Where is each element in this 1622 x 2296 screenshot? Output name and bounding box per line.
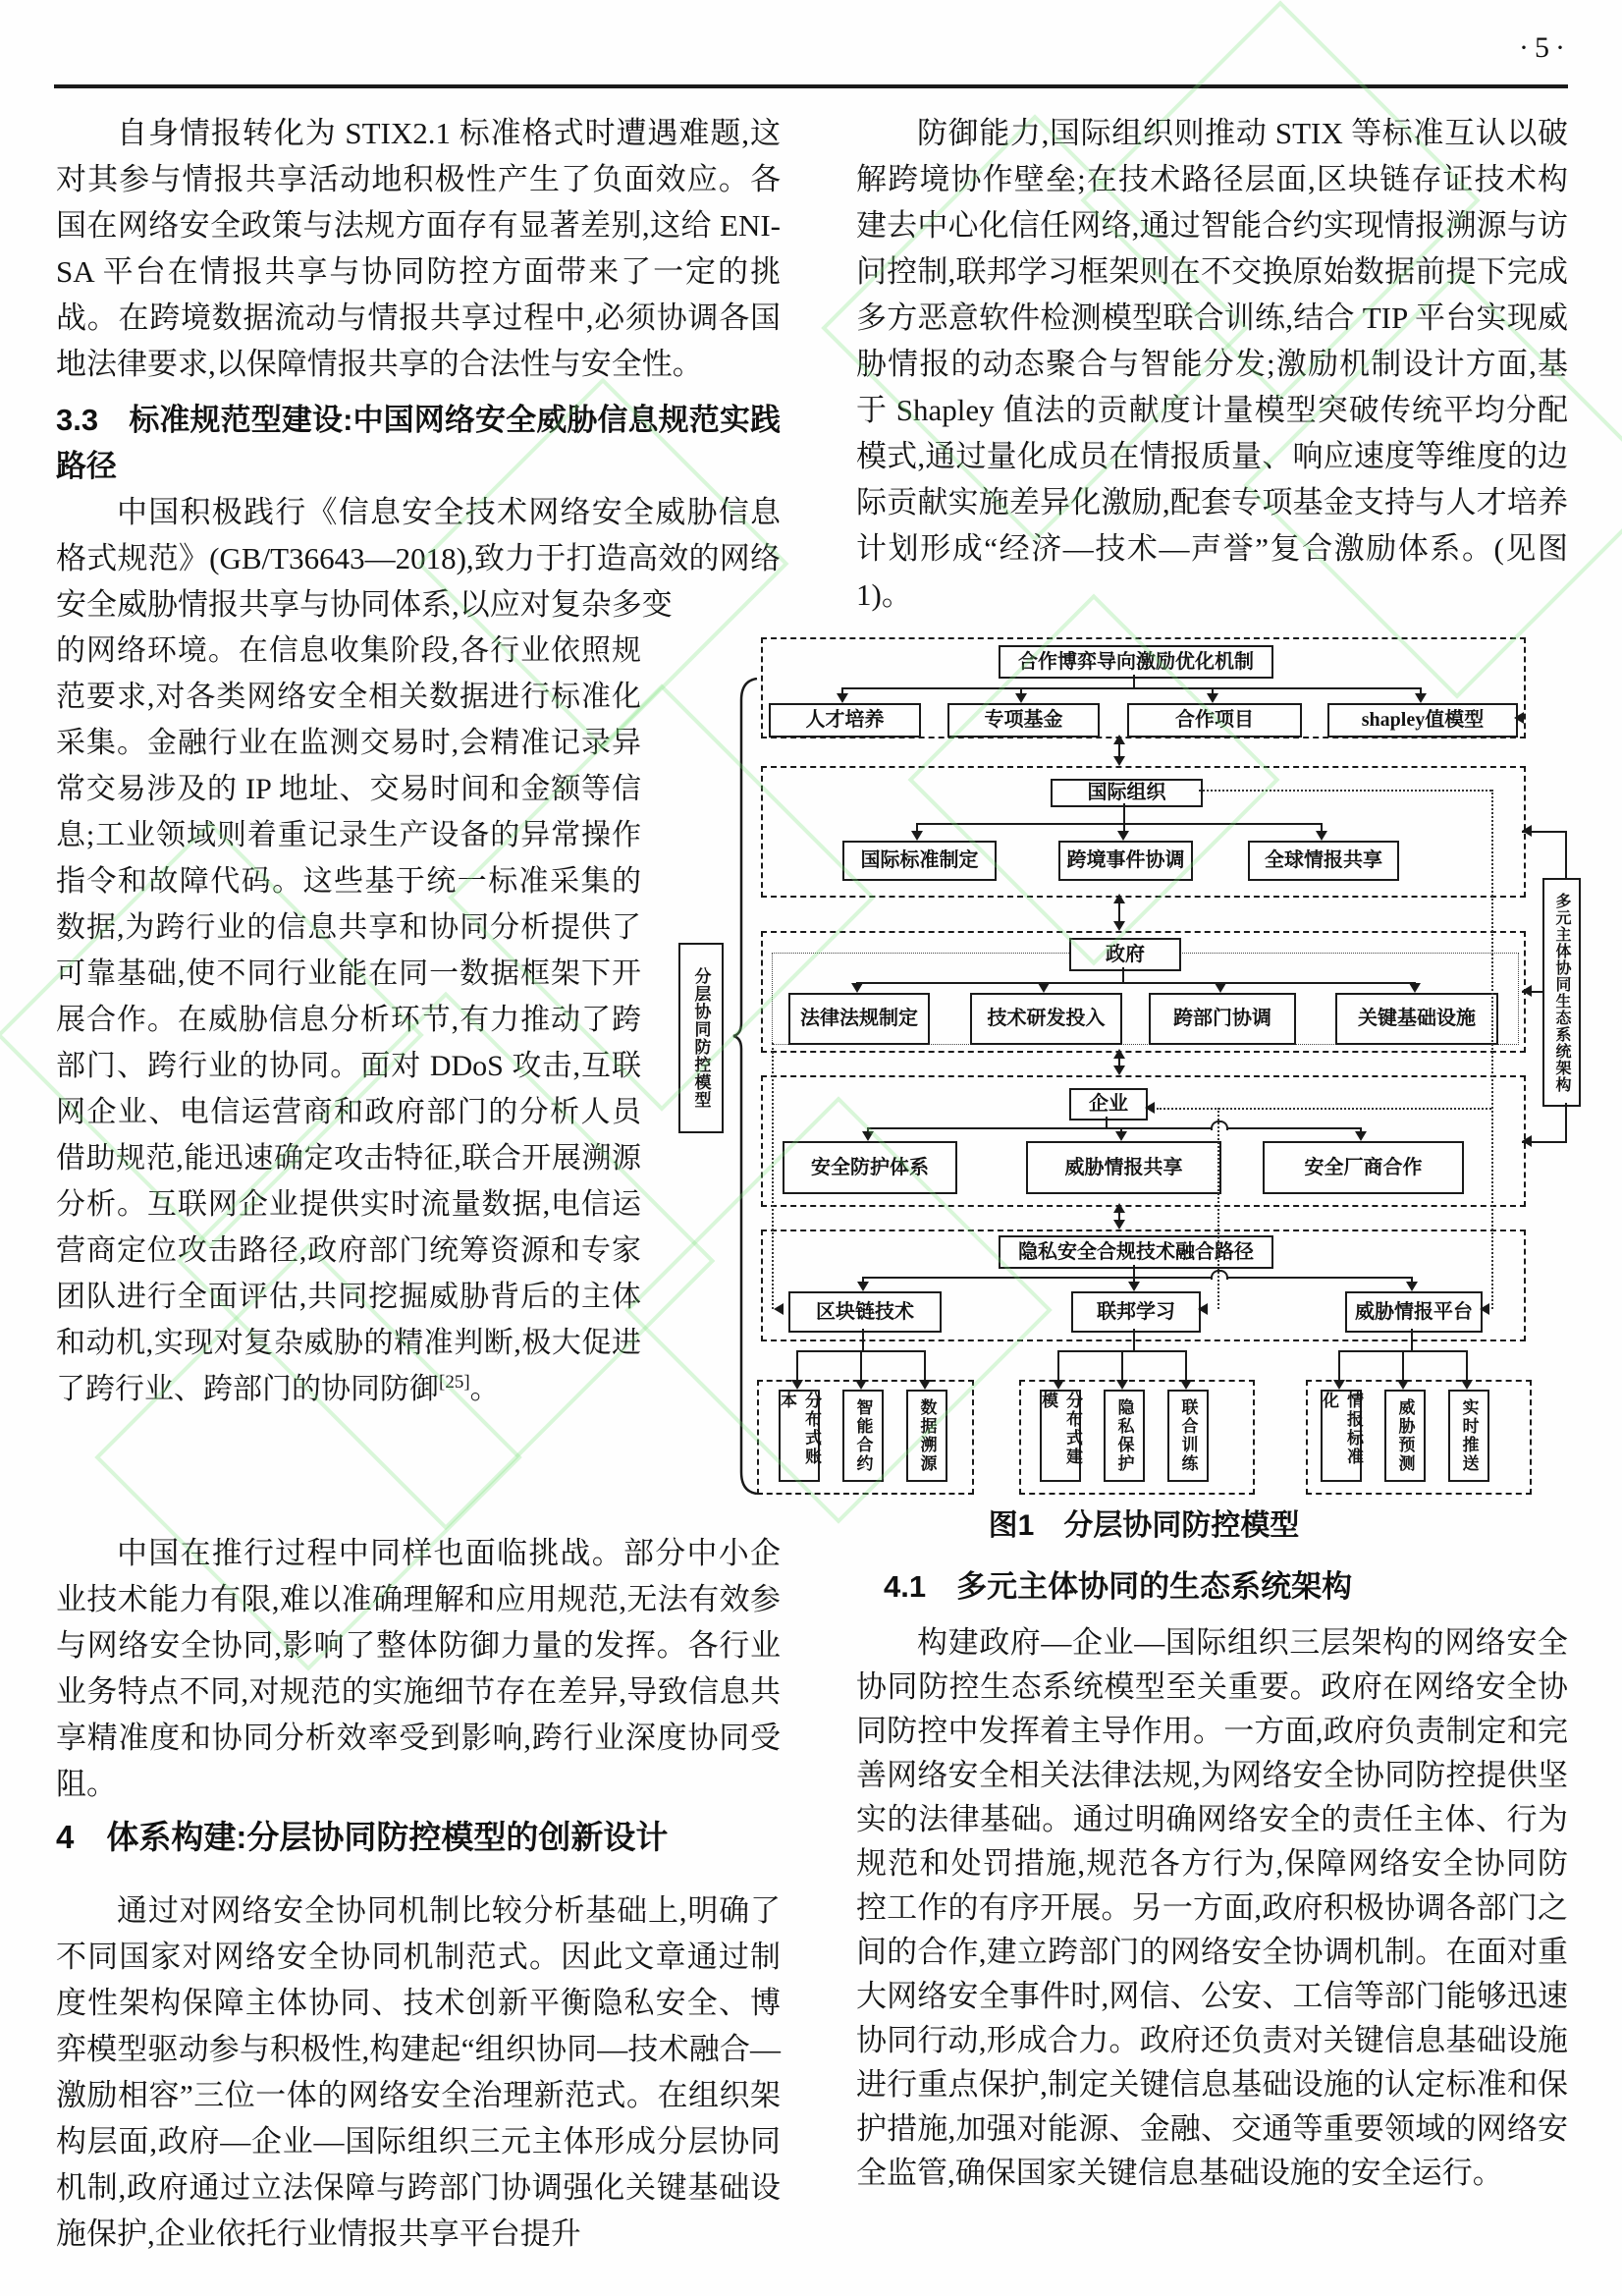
arrowhead-down	[911, 831, 923, 841]
arrowhead-down	[1115, 1131, 1127, 1141]
dotted-path	[1199, 790, 1491, 792]
line-jump	[1211, 1121, 1228, 1130]
arrowhead-down	[862, 1131, 874, 1141]
box-intl-standard: 国际标准制定	[842, 841, 997, 881]
box-critical-infra: 关键基础设施	[1335, 993, 1498, 1045]
arrowhead-left	[1198, 1303, 1208, 1315]
line-jump	[1211, 1270, 1228, 1280]
layer1-title-box: 合作博弈导向激励优化机制	[999, 645, 1273, 679]
vbox-standardize: 情报标准化	[1321, 1390, 1362, 1482]
connector	[863, 1277, 1412, 1279]
box-law: 法律法规制定	[788, 993, 930, 1045]
connector	[1411, 1329, 1413, 1350]
connector	[924, 1350, 926, 1381]
connector	[1057, 1350, 1059, 1381]
arrowhead-left	[774, 1303, 784, 1315]
connector	[796, 1350, 798, 1381]
arrowhead-down	[1215, 983, 1226, 993]
arrowhead-down	[1128, 1282, 1140, 1291]
left-para-2b-text: 的网络环境。在信息收集阶段,各行业依照规范要求,对各类网络安全相关数据进行标准化采集。金融行业在监测交易时,会精准记录异常交易涉及的 IP 地址、交易时间和金额等信息;工业领域则着重记录生产设备的异常操作指令和故障代码。这些基于统一标准采集的数据,为跨行业的信息共享和协同分析提供了可靠基础,使不同行业能在同一数据框架下开展合作。在威胁信息分析环节,有力推动了跨部门、跨行业的协同。面对 DDoS 攻击,互联网企业、电信运营商和政府部门的分析人员借助规范,能迅速确定攻击特征,联合开展溯源分析。互联网企业提供实时流量数据,电信运营商定位攻击路径,政府部门统筹资源和专家团队进行全面评估,共同挖掘威胁背后的主体和动机,实现对复杂威胁的精准判断,极大促进了跨行业、跨部门的协同防御	[56, 634, 641, 1405]
left-para-1: 自身情报转化为 STIX2.1 标准格式时遭遇难题,这对其参与情报共享活动地积极性产生了负面效应。各国在网络安全政策与法规方面存有显著差别,这给 ENI-SA 平台在情报共享与协同防控方面带来了一定的挑战。在跨境数据流动与情报共享过程中,必须协调各国地法律要求,以保障情报共享的合法性与安全性。	[56, 116, 781, 381]
box-vendor-coop: 安全厂商合作	[1263, 1141, 1464, 1194]
figure-right-label: 多元主体协同生态系统架构	[1542, 878, 1581, 1107]
left-para-2a: 中国积极践行《信息安全技术网络安全威胁信息格式规范》(GB/T36643—2018),致力于打造高效的网络安全威胁情报共享与协同体系,以应对复杂多变	[56, 495, 781, 622]
double-arrow	[1113, 756, 1125, 766]
box-tip: 威胁情报平台	[1345, 1291, 1483, 1333]
arrowhead-down	[1409, 983, 1421, 993]
arrowhead-down	[1406, 1282, 1418, 1291]
connector	[868, 1127, 1361, 1129]
connector	[857, 982, 1415, 984]
heading-4-1: 4.1 多元主体协同的生态系统架构	[884, 1569, 1353, 1604]
connector	[1106, 1117, 1108, 1127]
connector	[1122, 967, 1124, 982]
connector	[1133, 1265, 1135, 1277]
page-number: ·5·	[1519, 31, 1571, 64]
arrowhead-down	[1038, 983, 1050, 993]
left-para-3: 中国在推行过程中同样也面临挑战。部分中小企业技术能力有限,难以准确理解和应用规范,无法有效参与网络安全协同,影响了整体防御力量的发挥。各行业业务特点不同,对规范的实施细节存在差异,导致信息共享精准度和协同分析效率受到影响,跨行业深度协同受阻。	[56, 1536, 781, 1801]
vbox-smartcontract: 智能合约	[842, 1390, 884, 1482]
box-shapley: shapley值模型	[1327, 703, 1518, 738]
vbox-predict: 威胁预测	[1384, 1390, 1426, 1482]
connector	[860, 1350, 862, 1381]
vbox-push: 实时推送	[1448, 1390, 1489, 1482]
arrowhead-down	[857, 1282, 869, 1291]
dotted-path	[772, 1043, 774, 1309]
left-para-2b-end: 。	[469, 1373, 500, 1405]
vbox-ledger: 分布式账本	[779, 1390, 820, 1482]
box-crossborder-coord: 跨境事件协调	[1058, 841, 1193, 881]
header-rule	[54, 84, 1568, 88]
layer4-title-box: 企业	[1069, 1088, 1148, 1121]
connector	[842, 687, 1422, 689]
box-federated: 联邦学习	[1071, 1291, 1201, 1333]
arrowhead-down	[837, 693, 848, 703]
citation-25: [25]	[439, 1372, 470, 1393]
right-para-2: 构建政府—企业—国际组织三层架构的网络安全协同防控生态系统模型至关重要。政府在网络安全协同防控中发挥着主导作用。一方面,政府负责制定和完善网络安全相关法律法规,为网络安全协同防控提供坚实的法律基础。通过明确网络安全的责任主体、行为规范和处罚措施,规范各方行为,保障网络安全协同防控工作的有序开展。另一方面,政府积极协调各部门之间的合作,建立跨部门的网络安全协调机制。在面对重大网络安全事件时,网信、公安、工信等部门能够迅速协同行动,形成合力。政府还负责对关键信息基础设施进行重点保护,制定关键信息基础设施的认定标准和保护措施,加强对能源、金融、交通等重要领域的网络安全监管,确保国家关键信息基础设施的安全运行。	[856, 1625, 1568, 2190]
connector	[1565, 1103, 1567, 1143]
connector	[1121, 1350, 1123, 1381]
connector	[1402, 1350, 1404, 1381]
dotted-path	[1491, 790, 1493, 1309]
double-arrow	[1113, 921, 1125, 931]
arrowhead-down	[1015, 693, 1027, 703]
double-arrow	[1113, 1066, 1125, 1075]
connector	[1133, 675, 1135, 688]
box-crossdept: 跨部门协调	[1149, 993, 1296, 1045]
arrowhead-down	[1316, 831, 1327, 841]
arrowhead-down	[1117, 831, 1129, 841]
box-fund: 专项基金	[947, 703, 1100, 738]
layer2-title-box: 国际组织	[1051, 779, 1203, 807]
connector	[1565, 831, 1567, 878]
connector	[1133, 1329, 1135, 1350]
layer3-title-box: 政府	[1069, 938, 1181, 971]
box-intel-share: 威胁情报共享	[1026, 1141, 1221, 1194]
vbox-jointtrain: 联合训练	[1167, 1390, 1209, 1482]
box-rnd: 技术研发投入	[970, 993, 1122, 1045]
box-talent: 人才培养	[769, 703, 921, 738]
double-arrow	[1113, 1220, 1125, 1230]
connector	[1338, 1350, 1340, 1381]
connector	[1123, 803, 1125, 833]
connector	[862, 1329, 864, 1350]
right-para-1: 防御能力,国际组织则推动 STIX 等标准互认以破解跨境协作壁垒;在技术路径层面,区块链存证技术构建去中心化信任网络,通过智能合约实现情报溯源与访问控制,联邦学习框架则在不交换原始数据前提下完成多方恶意软件检测模型联合训练,结合 TIP 平台实现威胁情报的动态聚合与智能分发;激励机制设计方面,基于 Shapley 值法的贡献度计量模型突破传统平均分配模式,通过量化成员在情报质量、响应速度等维度的边际贡献实施差异化激励,配套专项基金支持与人才培养计划形成“经济—技术—声誉”复合激励体系。(见图1)。	[856, 116, 1568, 612]
layer5-title-box: 隐私安全合规技术融合路径	[999, 1235, 1273, 1269]
double-arrow-line	[1118, 902, 1120, 923]
curly-brace	[731, 678, 761, 1495]
left-para-2b	[56, 628, 641, 1412]
vbox-provenance: 数据溯源	[906, 1390, 947, 1482]
dotted-path	[1157, 1108, 1491, 1110]
dotted-path	[1217, 1108, 1219, 1309]
box-blockchain: 区块链技术	[788, 1291, 942, 1333]
heading-4: 4 体系构建:分层协同防控模型的创新设计	[56, 1819, 669, 1855]
connector	[917, 823, 1322, 825]
figure-left-label: 分层协同防控模型	[678, 943, 724, 1133]
arrowhead-down	[851, 983, 863, 993]
figure-caption: 图1 分层协同防控模型	[988, 1509, 1300, 1542]
arrowhead-down	[1415, 693, 1427, 703]
arrowhead-left	[1145, 1102, 1155, 1114]
box-project: 合作项目	[1127, 703, 1302, 738]
figure-1-diagram	[638, 629, 1622, 1507]
connector	[1185, 1350, 1187, 1381]
arrowhead-down	[1207, 693, 1218, 703]
connector	[1466, 1350, 1468, 1381]
arrowhead-left	[1480, 1303, 1489, 1315]
arrowhead-left	[1514, 712, 1524, 724]
box-protection: 安全防护体系	[783, 1141, 957, 1194]
vbox-distmodel: 分布式建模	[1040, 1390, 1081, 1482]
box-global-intel: 全球情报共享	[1248, 841, 1399, 881]
heading-3-3: 3.3 标准规范型建设:中国网络安全威胁信息规范实践路径	[56, 403, 781, 483]
arrowhead-down	[1355, 1131, 1367, 1141]
vbox-privacy: 隐私保护	[1104, 1390, 1145, 1482]
left-para-4: 通过对网络安全协同机制比较分析基础上,明确了不同国家对网络安全协同机制范式。因此文章通过制度性架构保障主体协同、技术创新平衡隐私安全、博弈模型驱动参与积极性,构建起“组织协同—技术融合—激励相容”三位一体的网络安全治理新范式。在组织架构层面,政府—企业—国际组织三元主体形成分层协同机制,政府通过立法保障与跨部门协调强化关键基础设施保护,企业依托行业情报共享平台提升	[56, 1893, 781, 2251]
